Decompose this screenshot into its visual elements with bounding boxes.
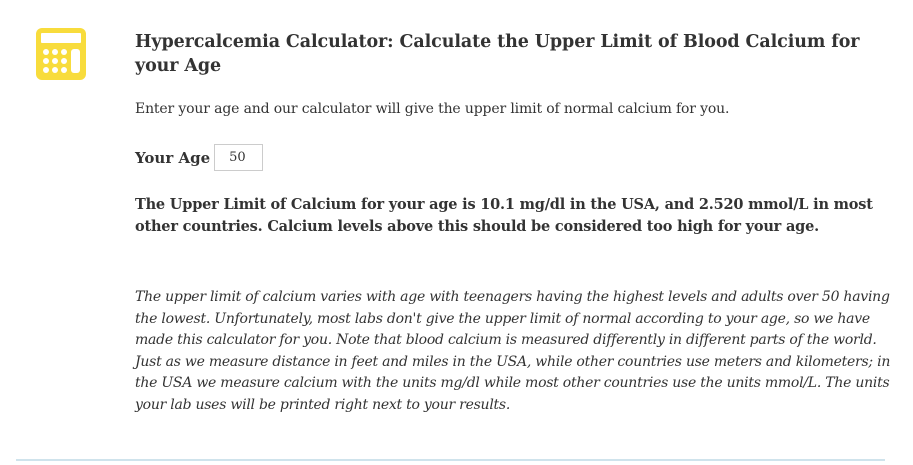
calculator-panel [135, 30, 895, 413]
intro-text: Enter your age and our calculator will give the upper limit of normal calcium for you. [135, 101, 730, 117]
explanation-text: The upper limit of calcium varies with age with teenagers having the highest levels and adults over 50 having the lowest. Unfortunately, most labs don't give the upper limit of normal according to your age, so we have made this calculator for you. Note that blood calcium is measured differently in different parts of the world. Just as we measure distance in feet and miles in the USA, while other countries use meters and kilometers; in the USA we measure calcium with the units mg/dl while most other countries use the units mmol/L. The units your lab uses will be printed right next to your results. [135, 289, 891, 413]
age-row [135, 144, 263, 171]
result-text: The Upper Limit of Calcium for your age is 10.1 mg/dl in the USA, and 2.520 mmol/L in most other countries. Calcium levels above this should be considered too high for your age. [135, 196, 873, 235]
calculator-icon [36, 28, 86, 80]
divider [16, 459, 885, 461]
page-title: Hypercalcemia Calculator: Calculate the Upper Limit of Blood Calcium for your Age [135, 32, 860, 76]
age-label: Your Age [135, 148, 211, 167]
age-input[interactable] [214, 144, 263, 171]
